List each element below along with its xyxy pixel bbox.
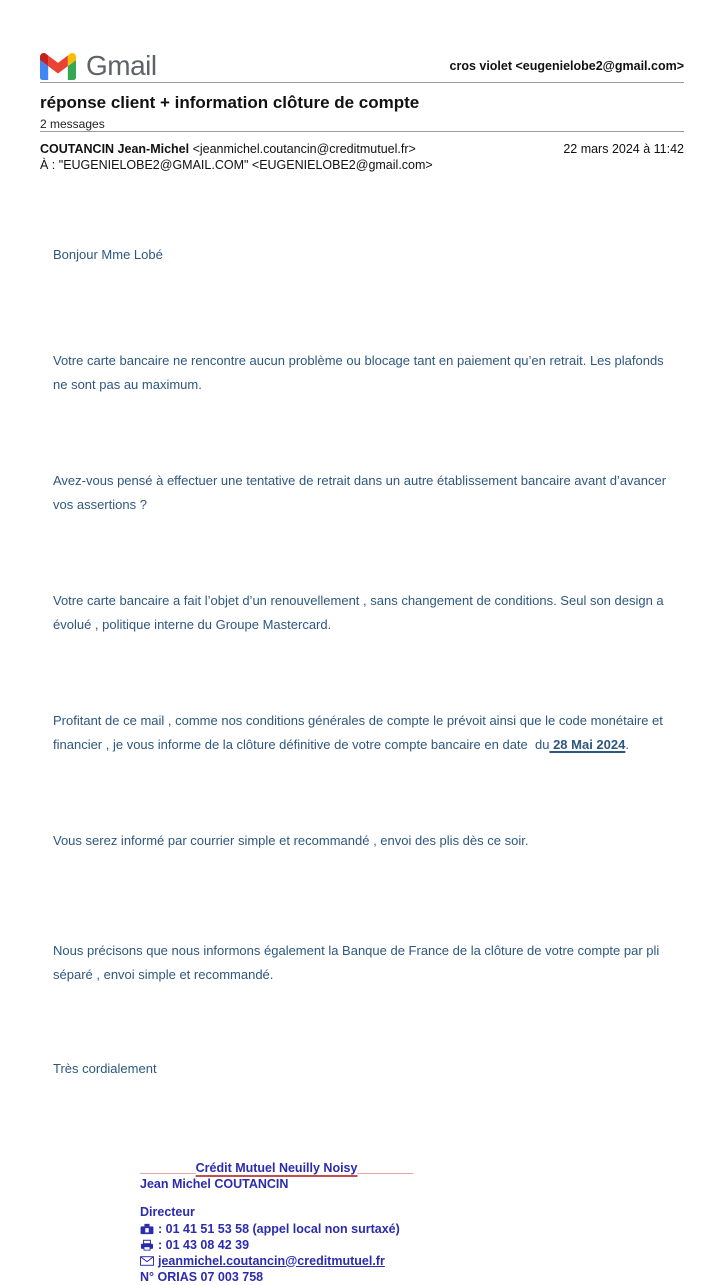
body-paragraph: Votre carte bancaire ne rencontre aucun problème ou blocage tant en paiement qu’en retrait. Les plafonds ne sont pas au maximum. bbox=[53, 353, 668, 392]
subject-block bbox=[40, 93, 684, 131]
divider-subject bbox=[40, 131, 684, 132]
signature-company: Crédit Mutuel Neuilly Noisy bbox=[195, 1161, 358, 1175]
signature-email-row bbox=[140, 1253, 724, 1269]
header bbox=[40, 50, 684, 82]
body-paragraph bbox=[53, 709, 668, 757]
phone-icon bbox=[140, 1223, 154, 1235]
email-icon bbox=[140, 1256, 154, 1266]
message-count: 2 messages bbox=[40, 117, 105, 131]
signature-job-title: Directeur bbox=[140, 1205, 195, 1219]
closure-date: 28 Mai 2024 bbox=[549, 737, 626, 752]
closure-text: Profitant de ce mail , comme nos conditions générales de compte le prévoit ainsi que le code monétaire et financier , je vous informe de la clôture définitive de votre compte bancaire en date du bbox=[53, 713, 667, 752]
signature-underscores-left: ________ bbox=[140, 1161, 196, 1175]
message-date: 22 mars 2024 à 11:42 bbox=[563, 142, 684, 156]
to-line: À : "EUGENIELOBE2@GMAIL.COM" <EUGENIELOBE2@gmail.com> bbox=[40, 158, 433, 172]
fax-icon bbox=[140, 1239, 154, 1251]
gmail-logo bbox=[40, 50, 157, 82]
from-line bbox=[40, 141, 433, 157]
body-closing: Très cordialement bbox=[53, 1061, 157, 1076]
email-body bbox=[53, 195, 668, 1161]
closure-period: . bbox=[625, 737, 629, 752]
gmail-print-page bbox=[0, 50, 724, 1284]
body-paragraph: Votre carte bancaire a fait l’objet d’un renouvellement , sans changement de conditions. Seul son design a évolué , politique interne du Groupe Mastercard. bbox=[53, 593, 668, 632]
sender-name: COUTANCIN Jean-Michel bbox=[40, 142, 190, 156]
signature-fax-row bbox=[140, 1237, 724, 1253]
body-paragraph: Avez-vous pensé à effectuer une tentative de retrait dans un autre établissement bancaire avant d’avancer vos assertions ? bbox=[53, 473, 670, 512]
signature-phone-row bbox=[140, 1221, 724, 1237]
gmail-logo-icon bbox=[40, 53, 76, 80]
body-paragraph: Nous précisons que nous informons également la Banque de France de la clôture de votre compte par pli séparé , envoi simple et recommandé. bbox=[53, 943, 663, 982]
divider-top bbox=[40, 82, 684, 83]
signature-company-line bbox=[140, 1161, 724, 1176]
account-owner: cros violet <eugenielobe2@gmail.com> bbox=[449, 59, 684, 73]
signature-orias: N° ORIAS 07 003 758 bbox=[140, 1269, 264, 1284]
body-paragraph: Vous serez informé par courrier simple et recommandé , envoi des plis dès ce soir. bbox=[53, 833, 529, 848]
body-greeting: Bonjour Mme Lobé bbox=[53, 247, 163, 262]
from-to-block bbox=[40, 141, 433, 173]
gmail-wordmark: Gmail bbox=[86, 50, 157, 81]
sender-email: <jeanmichel.coutancin@creditmutuel.fr> bbox=[189, 142, 416, 156]
signature-block bbox=[140, 1161, 724, 1285]
signature-email-link[interactable]: jeanmichel.coutancin@creditmutuel.fr bbox=[158, 1253, 385, 1268]
message-header bbox=[40, 141, 684, 173]
email-subject: réponse client + information clôture de compte bbox=[40, 93, 420, 112]
signature-phone: : 01 41 51 53 58 (appel local non surtaxé) bbox=[158, 1221, 400, 1236]
signature-underscores-right: ________ bbox=[357, 1161, 414, 1175]
signature-fax: : 01 43 08 42 39 bbox=[158, 1237, 250, 1252]
signature-name: Jean Michel COUTANCIN bbox=[140, 1177, 289, 1191]
